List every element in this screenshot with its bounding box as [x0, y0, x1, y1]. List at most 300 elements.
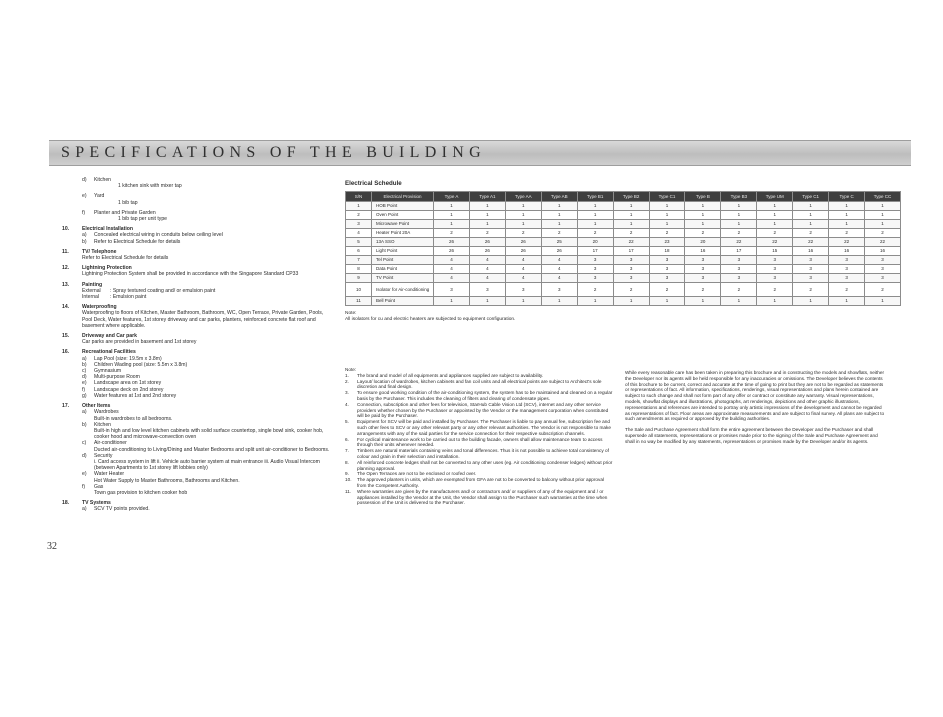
note-text: To ensure good working condition of the air-conditioning system, the system has to be maintained and cleaned on a regular basis by the Purchaser. This includes the cleaning of filters and clearing of condensate pipes. [357, 390, 613, 401]
sub-letter: a) [82, 409, 87, 416]
row-value: 2 [757, 283, 793, 297]
row-provision: Tel Point [372, 256, 434, 265]
row-value: 26 [469, 247, 505, 256]
electrical-note-label: Note: [345, 311, 357, 316]
row-value: 2 [613, 283, 649, 297]
row-value: 1 [721, 211, 757, 220]
section-title: Other Items [82, 403, 111, 410]
row-value: 3 [865, 256, 901, 265]
section-title: Driveway and Car park [82, 333, 137, 340]
row-value: 1 [685, 211, 721, 220]
row-value: 2 [829, 283, 865, 297]
row-value: 1 [757, 202, 793, 211]
spec-section [62, 226, 332, 245]
row-value: 1 [613, 211, 649, 220]
sub-letter: f) [82, 386, 86, 393]
row-value: 2 [541, 229, 577, 238]
row-sn: 11 [346, 297, 372, 306]
sub-letter: d) [82, 452, 87, 459]
row-provision: HOB Point [372, 202, 434, 211]
sub-text: Landscape deck on 2nd storey [94, 386, 164, 393]
row-value: 25 [541, 238, 577, 247]
column-header: Type C [829, 192, 865, 202]
table-row [346, 283, 901, 297]
row-value: 3 [577, 274, 613, 283]
row-value: 1 [613, 220, 649, 229]
note-text: Connection, subscription and other fees for television, StarHub Cable Vision Ltd (SCV), internet and any other service providers whether chosen by the Purchaser or appointed by the Vendor or the management corporation when constituted will be paid by the Purchaser. [357, 401, 609, 419]
section-text: Car parks are provided in basement and 1st storey [82, 339, 197, 346]
note-number: 8. [345, 459, 349, 465]
row-value: 3 [793, 256, 829, 265]
row-value: 1 [505, 211, 541, 220]
note-number: 10. [345, 477, 352, 483]
row-value: 2 [721, 229, 757, 238]
row-value: 3 [613, 265, 649, 274]
sub-detail: i. Card access system in lift ii. Vehicle auto barrier system at main entrance iii. Audio Visual Intercom (between Apartments to 1st storey lift lobbies only) [94, 458, 320, 472]
sub-text: Kitchen [94, 421, 111, 428]
note-item [345, 437, 613, 449]
row-value: 3 [577, 256, 613, 265]
note-text: All reinforced concrete ledges shall not be converted to any other uses (eg. Air conditioning condenser ledges) without prior planning approval. [357, 459, 613, 471]
row-value: 1 [434, 297, 470, 306]
table-header-row [346, 192, 901, 202]
row-value: 1 [865, 211, 901, 220]
disclaimer [625, 370, 887, 450]
spec-section [62, 282, 332, 301]
row-value: 3 [685, 256, 721, 265]
section-title: Lightning Protection [82, 265, 132, 272]
row-value: 3 [865, 274, 901, 283]
sub-text: Gas [94, 483, 104, 490]
row-value: 1 [829, 297, 865, 306]
sub-text: Water Heater [94, 471, 125, 478]
row-provision: Heater Point 20A [372, 229, 434, 238]
note-number: 2. [345, 378, 349, 384]
painting-spec: : Spray textured coating and/ or emulsion paint [110, 287, 216, 294]
row-value: 1 [541, 202, 577, 211]
disclaimer-paragraph: While every reasonable care has been taken in preparing this brochure and in constructing the models and showflats, neither the Developer nor its agents will be held responsible for any inaccuracies or omissions. The Developer believes the contents of this brochure to be current, correct and accurate at the time of going to print but they are not to be regarded as statements or representations of fact. All information, specifications, renderings, visual representations and plans herein contained are subject to such change and shall not form part of any offer or contract or constitute any warranty. Visual representations, models, showflat displays and illustrations, photographs, art renderings, depictions and other graphic illustrations, representations and references are intended to portray only artistic impressions of the development and cannot be regarded as representations of fact. Floor areas are approximate measurements and are subject to final survey. All plans are subject to such amendments as required or approved by the building authorities. [625, 370, 885, 422]
row-value: 4 [541, 256, 577, 265]
row-value: 3 [469, 283, 505, 297]
row-value: 1 [865, 297, 901, 306]
column-header: Electrical Provision [372, 192, 434, 202]
row-value: 3 [793, 274, 829, 283]
row-provision: TV Point [372, 274, 434, 283]
row-value: 2 [469, 229, 505, 238]
row-sn: 3 [346, 220, 372, 229]
column-header: Type B [685, 192, 721, 202]
sub-text: Security [94, 452, 113, 459]
row-value: 3 [685, 265, 721, 274]
sub-text: Children Wading pool (size: 5.5m x 3.8m) [94, 361, 188, 368]
spec-section [62, 349, 332, 399]
column-header: Type C1 [649, 192, 685, 202]
row-value: 1 [757, 211, 793, 220]
row-sn: 2 [346, 211, 372, 220]
row-value: 3 [829, 265, 865, 274]
row-value: 1 [541, 211, 577, 220]
section-number: 15. [62, 333, 70, 340]
row-value: 3 [757, 265, 793, 274]
row-value: 4 [469, 265, 505, 274]
row-sn: 9 [346, 274, 372, 283]
notes-label: Note: [345, 367, 357, 372]
sub-letter: e) [82, 380, 87, 387]
table-row [346, 238, 901, 247]
row-value: 3 [829, 256, 865, 265]
section-text: Lightning Protection System shall be provided in accordance with the Singapore Standard CP33 [82, 271, 299, 278]
row-value: 1 [613, 297, 649, 306]
section-title: Waterproofing [82, 304, 117, 311]
row-value: 4 [505, 265, 541, 274]
row-provision: Bell Point [372, 297, 434, 306]
row-value: 1 [469, 202, 505, 211]
item-title: Yard [94, 193, 105, 200]
sub-detail: Town gas provision to kitchen cooker hob [94, 489, 188, 496]
row-value: 1 [865, 220, 901, 229]
note-number: 11. [345, 488, 352, 494]
table-row [346, 211, 901, 220]
sub-item [62, 506, 332, 512]
note-item [345, 477, 613, 489]
sub-letter: a) [82, 506, 87, 513]
note-text: Where warranties are given by the manufacturers and/ or contractors and/ or suppliers of any of the equipment and / or appliances installed by the Vendor at the Unit, the Vendor shall assign to the Purchaser such warranties at the time when possession of the Unit is delivered to the Purchaser. [357, 488, 608, 506]
row-value: 2 [865, 229, 901, 238]
row-value: 17 [613, 247, 649, 256]
row-value: 4 [434, 256, 470, 265]
item-title: Planter and Private Garden [94, 209, 156, 216]
row-value: 2 [577, 229, 613, 238]
row-value: 1 [685, 297, 721, 306]
row-provision: Microwave Point [372, 220, 434, 229]
row-value: 2 [793, 283, 829, 297]
row-value: 2 [613, 229, 649, 238]
note-item [345, 390, 613, 402]
note-number: 1. [345, 372, 349, 378]
note-item [345, 460, 613, 472]
spec-section [62, 249, 332, 261]
note-item [345, 489, 613, 506]
sub-text: Lap Pool (size: 19.5m x 3.8m) [94, 355, 162, 362]
row-value: 22 [613, 238, 649, 247]
note-item [345, 402, 613, 419]
row-provision: 13A SSO [372, 238, 434, 247]
row-value: 4 [541, 265, 577, 274]
sub-letter: c) [82, 368, 87, 375]
table-row [346, 256, 901, 265]
electrical-schedule [345, 180, 905, 323]
section-title: Electrical Installation [82, 226, 133, 233]
row-value: 3 [757, 274, 793, 283]
row-value: 4 [505, 256, 541, 265]
kitchen-item [62, 177, 332, 189]
note-number: 6. [345, 436, 349, 442]
row-sn: 10 [346, 283, 372, 297]
row-value: 17 [577, 247, 613, 256]
row-value: 22 [865, 238, 901, 247]
row-value: 1 [829, 220, 865, 229]
note-text: For cyclical maintenance work to be carried out to the building facade, owners shall allow maintenance team to access through their units whenever needed. [357, 436, 603, 448]
spec-section [62, 304, 332, 329]
notes-list [345, 367, 613, 506]
table-row [346, 297, 901, 306]
row-value: 1 [685, 202, 721, 211]
row-value: 1 [469, 220, 505, 229]
note-text: The brand and model of all equipments and appliances supplied are subject to availability. [357, 372, 544, 378]
sub-text: SCV TV points provided. [94, 506, 150, 513]
row-provision: Isolator for Air-conditioning [372, 283, 434, 297]
row-value: 1 [541, 297, 577, 306]
row-value: 1 [613, 202, 649, 211]
painting-area: External [82, 287, 101, 294]
kitchen-item [62, 193, 332, 205]
item-letter: f) [82, 209, 86, 216]
note-number: 4. [345, 401, 349, 407]
note-item [345, 448, 613, 460]
sub-letter: d) [82, 374, 87, 381]
sub-text: Multi-purpose Room [94, 374, 140, 381]
row-value: 16 [685, 247, 721, 256]
column-header: Type B3 [721, 192, 757, 202]
row-value: 1 [469, 211, 505, 220]
row-value: 1 [793, 297, 829, 306]
row-value: 15 [757, 247, 793, 256]
row-value: 1 [469, 297, 505, 306]
row-value: 1 [649, 211, 685, 220]
kitchen-item [62, 210, 332, 222]
table-row [346, 247, 901, 256]
row-value: 1 [721, 202, 757, 211]
row-value: 3 [793, 265, 829, 274]
row-value: 3 [721, 265, 757, 274]
spec-section [62, 403, 332, 496]
note-item [345, 379, 613, 391]
section-number: 17. [62, 403, 70, 410]
sub-text: Landscape area on 1st storey [94, 380, 162, 387]
row-value: 3 [613, 274, 649, 283]
row-value: 16 [793, 247, 829, 256]
note-number: 3. [345, 390, 349, 396]
section-number: 16. [62, 349, 70, 356]
row-value: 1 [649, 220, 685, 229]
row-value: 22 [721, 238, 757, 247]
row-value: 3 [649, 265, 685, 274]
row-value: 17 [721, 247, 757, 256]
sub-item [62, 239, 332, 245]
row-value: 2 [649, 283, 685, 297]
row-value: 1 [577, 297, 613, 306]
column-header: Type A1 [469, 192, 505, 202]
sub-detail: Built-in high and low level kitchen cabinets with solid surface countertop, single bowl sink, cooker hob, cooker hood and microwave-convection oven [94, 427, 324, 441]
row-value: 1 [829, 202, 865, 211]
row-value: 16 [865, 247, 901, 256]
row-value: 1 [505, 220, 541, 229]
row-value: 3 [541, 283, 577, 297]
sub-text: Concealed electrical wiring in conduits below ceiling level [94, 232, 223, 239]
row-value: 4 [434, 265, 470, 274]
section-number: 13. [62, 281, 70, 288]
row-value: 3 [649, 274, 685, 283]
row-provision: Data Point [372, 265, 434, 274]
painting-area: Internal [82, 294, 99, 301]
item-detail: 1 kitchen sink with mixer tap [118, 183, 182, 190]
row-value: 22 [793, 238, 829, 247]
row-value: 1 [793, 220, 829, 229]
sub-text: Air-conditioner [94, 440, 127, 447]
sub-letter: a) [82, 355, 87, 362]
item-detail: 1 bib tap [118, 199, 138, 206]
row-value: 3 [829, 274, 865, 283]
sub-text: Gymnasium [94, 368, 122, 375]
row-value: 1 [865, 202, 901, 211]
column-header: Type A [434, 192, 470, 202]
banner-title: SPECIFICATIONS OF THE BUILDING [61, 144, 486, 161]
electrical-table [345, 191, 901, 306]
row-value: 2 [505, 229, 541, 238]
row-value: 1 [829, 211, 865, 220]
row-value: 22 [829, 238, 865, 247]
sub-item [62, 393, 332, 399]
row-value: 3 [649, 256, 685, 265]
row-value: 2 [757, 229, 793, 238]
row-value: 1 [757, 297, 793, 306]
row-value: 1 [434, 202, 470, 211]
sub-text: Wardrobes [94, 409, 119, 416]
row-value: 23 [649, 238, 685, 247]
section-number: 10. [62, 226, 70, 233]
row-value: 4 [469, 256, 505, 265]
row-provision: Light Point [372, 247, 434, 256]
row-value: 3 [685, 274, 721, 283]
row-value: 1 [577, 211, 613, 220]
row-value: 26 [505, 247, 541, 256]
row-value: 1 [793, 211, 829, 220]
spec-section [62, 500, 332, 512]
note-number: 7. [345, 448, 349, 454]
row-value: 1 [649, 297, 685, 306]
row-value: 2 [649, 229, 685, 238]
row-value: 20 [685, 238, 721, 247]
row-value: 3 [505, 283, 541, 297]
row-sn: 4 [346, 229, 372, 238]
table-row [346, 229, 901, 238]
row-value: 20 [577, 238, 613, 247]
row-sn: 6 [346, 247, 372, 256]
section-title: Painting [82, 281, 103, 288]
note-number: 5. [345, 419, 349, 425]
row-value: 2 [434, 229, 470, 238]
row-value: 1 [577, 220, 613, 229]
column-header: S/N [346, 192, 372, 202]
electrical-schedule-title: Electrical Schedule [345, 180, 402, 187]
row-value: 2 [793, 229, 829, 238]
row-value: 3 [721, 274, 757, 283]
spec-section [62, 265, 332, 277]
note-number: 9. [345, 471, 349, 477]
section-title: TV Systems [82, 500, 111, 507]
row-value: 26 [505, 238, 541, 247]
row-value: 1 [434, 220, 470, 229]
note-text: Equipment for SCV will be paid and installed by Purchaser. The Purchaser is liable to pay annual fee, subscription fee and such other fees to SCV or any other relevant party or any other relevant authorities. The Vendor is not responsible to make arrangements with any of the said parties for the service connection for their respective subscription channels. [357, 419, 611, 436]
row-value: 4 [469, 274, 505, 283]
row-value: 3 [434, 283, 470, 297]
sub-letter: g) [82, 392, 87, 399]
note-text: Layout/ location of wardrobes, kitchen cabinets and fan coil units and all electrical points are subject to Architect's sole discretion and final design. [357, 378, 602, 390]
section-number: 18. [62, 500, 70, 507]
row-provision: Oven Point [372, 211, 434, 220]
left-column [62, 177, 332, 517]
sub-letter: e) [82, 471, 87, 478]
row-value: 2 [721, 283, 757, 297]
column-header: Type AA [505, 192, 541, 202]
row-sn: 1 [346, 202, 372, 211]
table-row [346, 274, 901, 283]
sub-detail: Ducted air-conditioning to Living/Dining and Master Bedrooms and split unit air-conditioner to Bedrooms. [94, 446, 330, 453]
sub-detail: Built-in wardrobes to all bedrooms. [94, 415, 173, 422]
row-value: 4 [434, 274, 470, 283]
sub-text: Water features at 1st and 2nd storey [94, 392, 177, 399]
row-value: 1 [721, 297, 757, 306]
table-row [346, 220, 901, 229]
row-value: 1 [649, 202, 685, 211]
row-value: 26 [469, 238, 505, 247]
row-value: 3 [757, 256, 793, 265]
row-value: 1 [505, 202, 541, 211]
item-letter: d) [82, 177, 87, 183]
row-value: 22 [757, 238, 793, 247]
row-value: 3 [865, 265, 901, 274]
column-header: Type CC [865, 192, 901, 202]
row-value: 1 [505, 297, 541, 306]
row-value: 1 [721, 220, 757, 229]
column-header: Type UM [757, 192, 793, 202]
row-value: 1 [685, 220, 721, 229]
note-text: Timbers are natural materials containing veins and tonal differences. Thus it is not possible to achieve total consistency of colour and grain in their selection and installation. [357, 448, 609, 459]
sub-letter: c) [82, 440, 87, 447]
sub-letter: b) [82, 421, 87, 428]
row-value: 18 [649, 247, 685, 256]
row-value: 26 [434, 238, 470, 247]
row-value: 1 [541, 220, 577, 229]
section-title: TV/ Telephone [82, 248, 117, 255]
row-value: 2 [577, 283, 613, 297]
disclaimer-paragraph: The Sale and Purchase Agreement shall form the entire agreement between the Developer and the Purchaser and shall supersede all statements, representations or promises made prior to the signing of the Sale and Purchase Agreement and shall in no way be modified by any statements, representations or promises made by the Developer and/or its agents. [625, 427, 878, 444]
section-banner [49, 140, 911, 166]
electrical-note-text: All isolators for cu and electric heaters are subjected to equipment configuration. [345, 317, 516, 322]
painting-row [62, 294, 332, 300]
row-sn: 5 [346, 238, 372, 247]
section-number: 14. [62, 304, 70, 311]
sub-letter: b) [82, 238, 87, 245]
sub-letter: a) [82, 232, 87, 239]
row-value: 3 [577, 265, 613, 274]
row-value: 26 [434, 247, 470, 256]
item-title: Kitchen [94, 177, 111, 183]
column-header: Type B1 [577, 192, 613, 202]
row-value: 3 [721, 256, 757, 265]
sub-text: Refer to Electrical Schedule for details [94, 238, 181, 245]
note-text: The Open Terraces are not to be enclosed or roofed over. [357, 471, 477, 477]
section-number: 11. [62, 248, 69, 255]
row-value: 26 [541, 247, 577, 256]
note-text: The approved planters in units, which are exempted from GFA are not to be converted to balcony without prior approval from the Competent Authority. [357, 477, 605, 488]
table-row [346, 265, 901, 274]
row-sn: 8 [346, 265, 372, 274]
spec-section [62, 333, 332, 345]
column-header: Type AB [541, 192, 577, 202]
section-text: Refer to Electrical Schedule for details [82, 255, 169, 262]
page-number: 32 [47, 541, 57, 552]
